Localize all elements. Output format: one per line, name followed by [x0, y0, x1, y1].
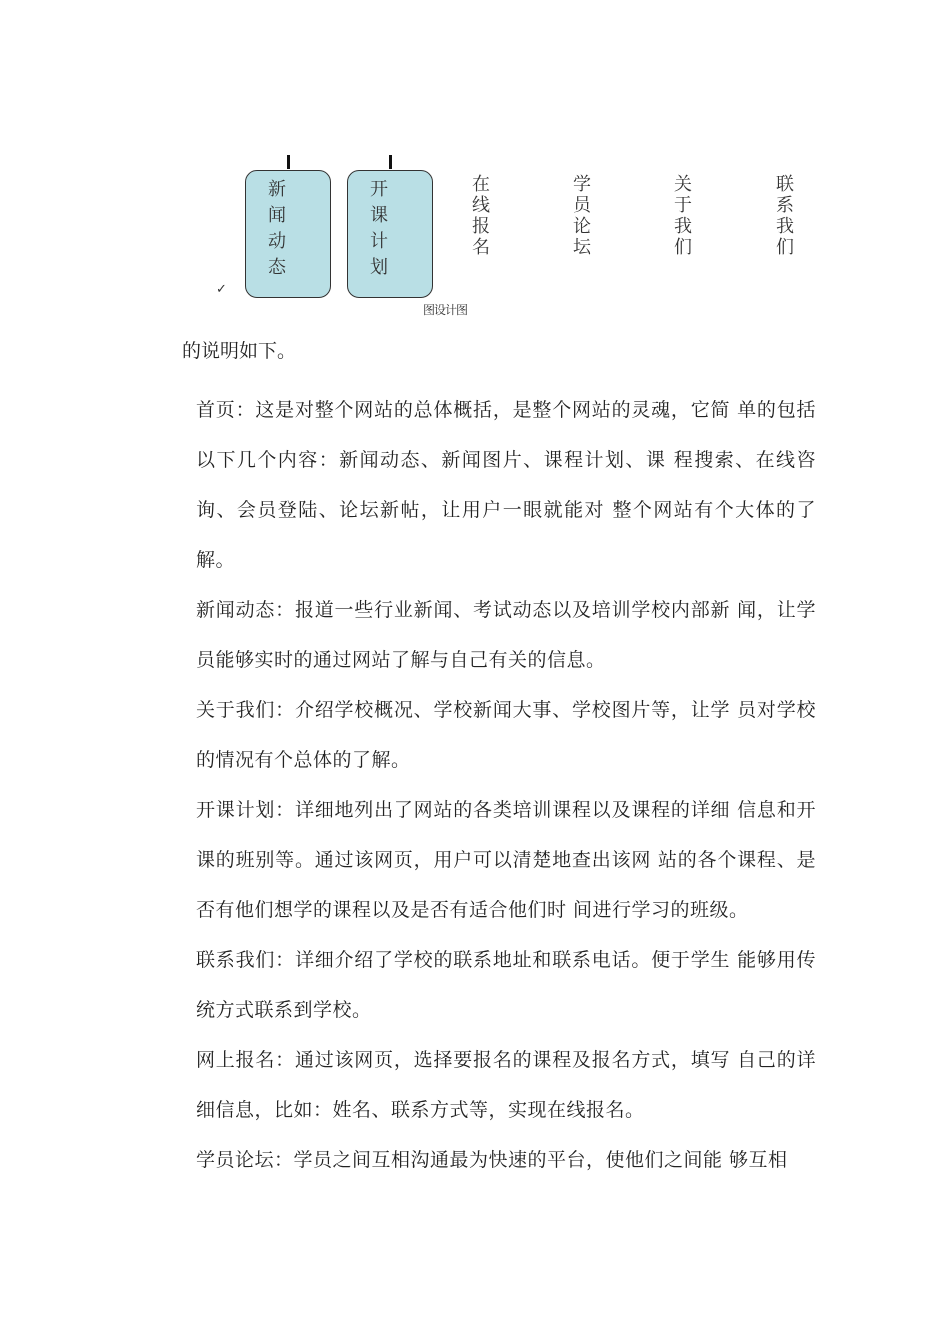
intro-line: 的说明如下。 — [182, 340, 297, 362]
node-news — [245, 170, 331, 298]
section-descriptions — [196, 385, 816, 1185]
node-label: 新闻动态 — [268, 179, 286, 278]
tick-mark: ✓ — [216, 282, 227, 297]
connector-line — [389, 155, 392, 169]
node-about-us: 关于我们 — [674, 174, 692, 258]
diagram-caption: 图设计图 — [423, 303, 468, 317]
paragraph-signup: 网上报名：通过该网页，选择要报名的课程及报名方式，填写 自己的详细信息，比如：姓名、联系方式等，实现在线报名。 — [196, 1049, 816, 1121]
node-course-plan — [347, 170, 433, 298]
paragraph-course-plan: 开课计划：详细地列出了网站的各类培训课程以及课程的详细 信息和开课的班别等。通过该网页，用户可以清楚地查出该网 站的各个课程、是否有他们想学的课程以及是否有适合他们时 间进行学习的班级。 — [196, 799, 816, 921]
site-structure-diagram — [0, 0, 950, 330]
node-online-signup: 在线报名 — [472, 174, 490, 258]
node-student-forum: 学员论坛 — [573, 174, 591, 258]
paragraph-news: 新闻动态：报道一些行业新闻、考试动态以及培训学校内部新 闻，让学员能够实时的通过网站了解与自己有关的信息。 — [196, 599, 816, 671]
node-label: 开课计划 — [370, 179, 388, 278]
paragraph-about: 关于我们：介绍学校概况、学校新闻大事、学校图片等，让学 员对学校的情况有个总体的了解。 — [196, 699, 816, 771]
paragraph-forum: 学员论坛：学员之间互相沟通最为快速的平台，使他们之间能 够互相 — [196, 1149, 788, 1171]
paragraph-home: 首页：这是对整个网站的总体概括，是整个网站的灵魂，它简 单的包括以下几个内容：新闻动态、新闻图片、课程计划、课 程搜索、在线咨询、会员登陆、论坛新帖，让用户一眼就能对 整个网站有个大体的了解。 — [196, 399, 816, 571]
paragraph-contact: 联系我们：详细介绍了学校的联系地址和联系电话。便于学生 能够用传统方式联系到学校。 — [196, 949, 816, 1021]
connector-line — [287, 155, 290, 169]
node-contact-us: 联系我们 — [776, 174, 794, 258]
